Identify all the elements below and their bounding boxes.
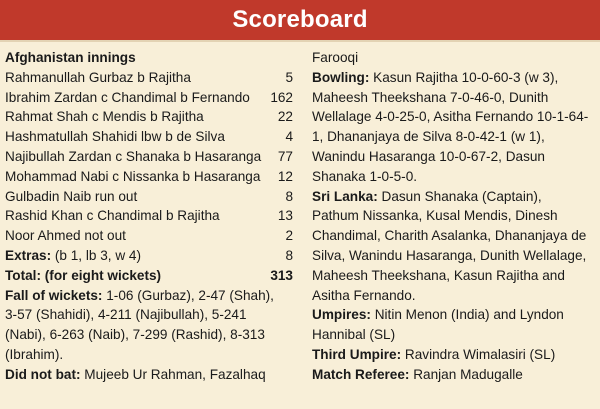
- batter-row: [5, 187, 293, 207]
- extras-runs: 8: [285, 247, 293, 263]
- extras-label: Extras:: [5, 247, 52, 263]
- dnb-continuation: Farooqi: [312, 50, 359, 65]
- batter-runs: 162: [270, 89, 293, 105]
- batter-runs: 5: [285, 69, 293, 85]
- sri-lanka-squad: [312, 187, 594, 306]
- fow-line: (Nabi), 6-263 (Naib), 7-299 (Rashid), 8-313: [5, 327, 265, 343]
- bowling-line: Shanaka 1-0-5-0.: [312, 168, 418, 184]
- batter-name: Noor Ahmed not out: [5, 228, 126, 244]
- match-referee-text: Ranjan Madugalle: [409, 366, 523, 382]
- right-column: [312, 48, 594, 385]
- bowling: [312, 68, 594, 187]
- squad-line: Maheesh Theekshana, Kasun Rajitha and: [312, 267, 565, 283]
- match-referee: [312, 365, 594, 385]
- batter-name: Rahmanullah Gurbaz b Rajitha: [5, 69, 191, 85]
- bowling-line: Kasun Rajitha 10-0-60-3 (w 3),: [369, 69, 559, 85]
- bowling-line: Maheesh Theekshana 7-0-46-0, Dunith: [312, 89, 549, 105]
- batter-name: Gulbadin Naib run out: [5, 188, 138, 204]
- batter-row: [5, 167, 293, 187]
- third-umpire: [312, 345, 594, 365]
- total-label: Total: (for eight wickets): [5, 267, 162, 283]
- squad-line: Chandimal, Charith Asalanka, Dhananjaya de: [312, 228, 587, 244]
- squad-line: Asitha Fernando.: [312, 287, 416, 303]
- did-not-bat: [5, 365, 293, 385]
- batter-row: [5, 206, 293, 226]
- bowling-label: Bowling:: [312, 69, 370, 85]
- batter-runs: 12: [277, 168, 293, 184]
- batter-row: [5, 226, 293, 246]
- batter-name: Hashmatullah Shahidi lbw b de Silva: [5, 129, 225, 145]
- dnb-text: Mujeeb Ur Rahman, Fazalhaq: [80, 366, 266, 382]
- scoreboard-title: Scoreboard: [232, 6, 368, 33]
- bowling-line: Wellalage 4-0-25-0, Asitha Fernando 10-1-64-: [312, 109, 589, 125]
- squad-line: Dasun Shanaka (Captain),: [377, 188, 542, 204]
- total-row: [5, 266, 293, 286]
- fow-label: Fall of wickets:: [5, 287, 103, 303]
- batter-row: [5, 88, 293, 108]
- batter-name: Najibullah Zardan c Shanaka b Hasaranga: [5, 148, 262, 164]
- extras-detail: (b 1, lb 3, w 4): [51, 247, 141, 263]
- umpires-line: Nitin Menon (India) and Lyndon: [370, 307, 564, 323]
- third-umpire-text: Ravindra Wimalasiri (SL): [401, 346, 556, 362]
- batter-row: [5, 68, 293, 88]
- squad-line: Silva, Wanindu Hasaranga, Dunith Wellalage,: [312, 247, 587, 263]
- batter-name: Rahmat Shah c Mendis b Rajitha: [5, 109, 204, 125]
- left-column: [5, 48, 293, 385]
- batter-name: Mohammad Nabi c Nissanka b Hasaranga: [5, 168, 261, 184]
- batter-row: [5, 127, 293, 147]
- umpires-label: Umpires:: [312, 307, 371, 323]
- batter-row: [5, 107, 293, 127]
- squad-line: Pathum Nissanka, Kusal Mendis, Dinesh: [312, 208, 558, 224]
- dnb-label: Did not bat:: [5, 366, 81, 382]
- umpires: [312, 305, 594, 345]
- bowling-line: Wanindu Hasaranga 10-0-67-2, Dasun: [312, 148, 545, 164]
- total-runs: 313: [270, 267, 293, 283]
- fow-line: (Ibrahim).: [5, 346, 64, 362]
- umpires-line: Hannibal (SL): [312, 327, 396, 343]
- batter-runs: 4: [285, 129, 293, 145]
- scoreboard-header: [0, 0, 600, 42]
- innings-heading: Afghanistan innings: [5, 50, 136, 65]
- fow-line: 1-06 (Gurbaz), 2-47 (Shah),: [102, 287, 274, 303]
- fall-of-wickets: [5, 286, 293, 365]
- bowling-line: 1, Dhananjaya de Silva 8-0-42-1 (w 1),: [312, 129, 545, 145]
- batter-row: [5, 147, 293, 167]
- extras-row: [5, 246, 293, 266]
- batter-name: Ibrahim Zardan c Chandimal b Fernando: [5, 89, 250, 105]
- match-referee-label: Match Referee:: [312, 366, 410, 382]
- batter-runs: 2: [285, 228, 293, 244]
- third-umpire-label: Third Umpire:: [312, 346, 402, 362]
- sri-lanka-label: Sri Lanka:: [312, 188, 378, 204]
- batter-runs: 8: [285, 188, 293, 204]
- batter-runs: 22: [277, 109, 293, 125]
- batter-name: Rashid Khan c Chandimal b Rajitha: [5, 208, 220, 224]
- fow-line: 3-57 (Shahidi), 4-211 (Najibullah), 5-241: [5, 307, 247, 323]
- batter-runs: 77: [277, 148, 293, 164]
- batter-runs: 13: [277, 208, 293, 224]
